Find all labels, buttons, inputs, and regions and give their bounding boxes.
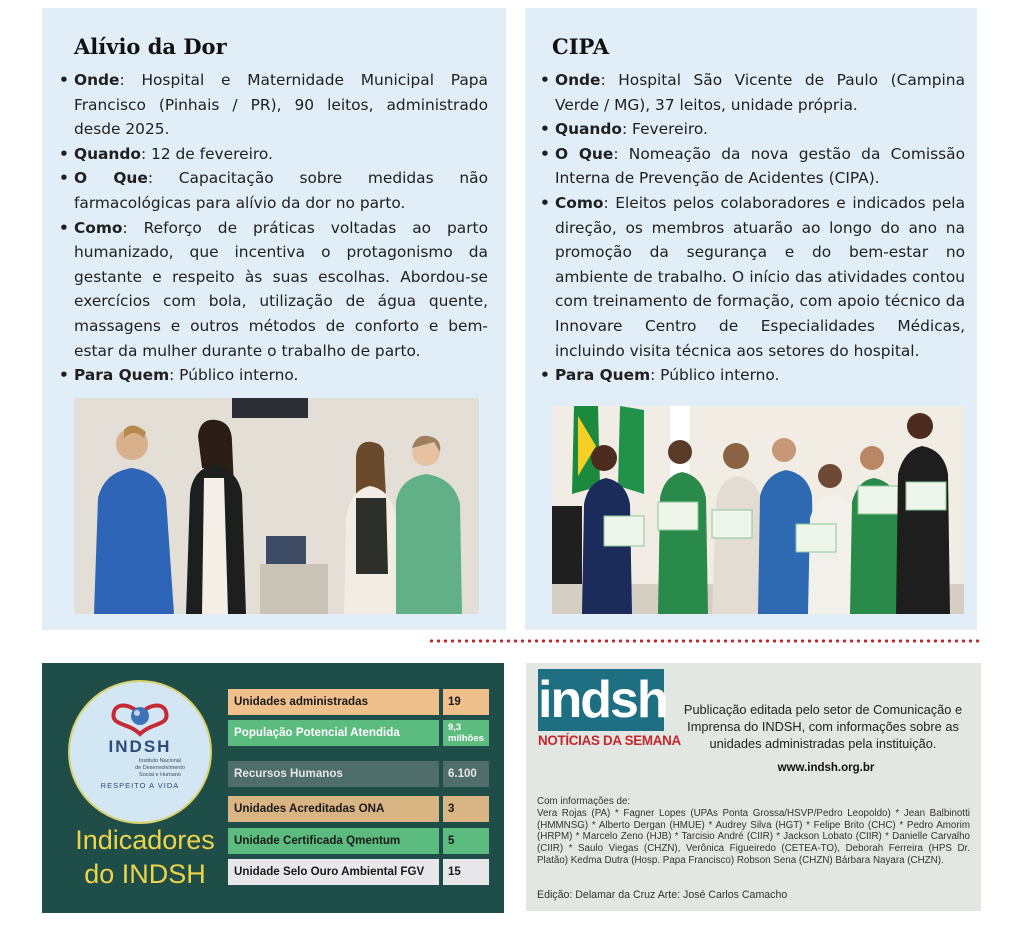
bullet-text: : 12 de fevereiro. <box>140 144 273 163</box>
bullet-como <box>537 191 965 363</box>
article-bullets <box>56 68 488 388</box>
indsh-wordmark: indsh <box>538 671 667 729</box>
logo-subtitle-1: Instituto Nacional <box>138 758 182 764</box>
publication-description: Publicação editada pelo setor de Comunicação e Imprensa do INDSH, com informações sobre as unidades administradas pela instituição. <box>683 702 963 751</box>
indicator-value: 6.100 <box>443 761 489 787</box>
bullet-text: : Nomeação da nova gestão da Comissão Interna de Prevenção de Acidentes (CIPA). <box>555 144 965 188</box>
credits-list: Vera Rojas (PA) * Fagner Lopes (UPAs Ponta Grossa/HSVP/Pedro Leopoldo) * Jean Balbinotti (HMMNSG) * Alberto Dergan (HMUE) * Audrey Silva (HGT) * Felipe Brito (CHC) * Pedro Amorim (HRPM) * Marcelo Zeno (HJB) * Tarcisio André (CIIR) * Jackson Lobato (CIIR) * Danielle Carvalho (CIIR) * Saulo Viegas (CHZN), Verônica Figueiredo (CETEA-TO), Deborah Ferreira (HPS Dr. Platão) Kedma Dutra (Hosp. Papa Francisco) Robson Sena (CHZN) Bárbara Nayara (CHZN). <box>537 807 970 866</box>
bullet-para-quem <box>537 363 965 388</box>
indicators-title <box>52 823 238 891</box>
indicator-value: 5 <box>443 828 489 854</box>
edition-credits: Edição: Delamar da Cruz Arte: José Carlos Camacho <box>537 889 788 901</box>
credits-block <box>537 796 970 867</box>
logo-name: INDSH <box>108 737 172 756</box>
logo-subtitle-3: Social e Humano <box>139 772 181 778</box>
indicator-label: Recursos Humanos <box>228 761 439 787</box>
indicator-value-line: 9,3 <box>448 722 462 733</box>
indicators-title-line: Indicadores <box>75 825 215 855</box>
bullet-quando <box>537 117 965 142</box>
bullet-text: : Capacitação sobre medidas não farmacológicas para alívio da dor no parto. <box>74 169 488 212</box>
indicator-value <box>443 720 489 746</box>
article-cipa <box>525 8 977 630</box>
heart-globe-icon <box>70 682 210 822</box>
bullet-label: O Que <box>74 169 148 188</box>
bullet-quando <box>56 142 488 167</box>
bullet-onde <box>537 68 965 117</box>
bullet-text: : Hospital e Maternidade Municipal Papa Francisco (Pinhais / PR), 90 leitos, administrado desde 2025. <box>74 71 488 139</box>
indsh-institute-logo <box>68 680 212 824</box>
bullet-text: : Reforço de práticas voltadas ao parto humanizado, que incentiva o protagonismo da gestante e respeito às suas escolhas. Abordou-se exercícios com bola, utilização de água quente, massagens e outros métodos de conforto e bem-estar da mulher durante o trabalho de parto. <box>74 218 488 360</box>
indicator-label: Unidades Acreditadas ONA <box>228 796 439 822</box>
publication-info-box <box>526 663 981 911</box>
news-of-week-label: NOTÍCIAS DA SEMANA <box>538 733 681 748</box>
photo-illustration <box>552 406 964 614</box>
bullet-label: Como <box>555 193 604 212</box>
logo-motto: RESPEITO A VIDA <box>100 781 180 790</box>
bullet-oque <box>537 142 965 191</box>
indicator-label: Unidade Certificada Qmentum <box>228 828 439 854</box>
indicator-label: População Potencial Atendida <box>228 720 439 746</box>
dotted-divider <box>428 639 983 643</box>
bullet-label: Onde <box>555 71 601 89</box>
article-title: Alívio da Dor <box>74 34 227 59</box>
article-bullets <box>537 68 965 388</box>
bullet-label: Como <box>74 218 123 237</box>
website-link[interactable]: www.indsh.org.br <box>777 762 875 774</box>
bullet-text: : Hospital São Vicente de Paulo (Campina Verde / MG), 37 leitos, unidade própria. <box>555 71 965 114</box>
bullet-onde <box>56 68 488 142</box>
bullet-text: : Fevereiro. <box>621 120 708 139</box>
bullet-text: : Público interno. <box>650 366 780 385</box>
bullet-label: Onde <box>74 71 120 89</box>
indsh-news-logo <box>538 669 681 751</box>
indicator-value: 19 <box>443 689 489 715</box>
group-photo-staff <box>74 398 479 614</box>
bullet-text: : Eleitos pelos colaboradores e indicados pela direção, os membros atuarão ao longo do ano na promoção da segurança e do bem-estar no ambiente de trabalho. O início das atividades contou com treinamento de formação, com apoio técnico da Innovare Centro de Especialidades Médicas, incluindo visita técnica aos setores do hospital. <box>555 193 965 360</box>
article-alivio-da-dor <box>42 8 506 630</box>
logo-subtitle-2: de Desenvolvimento <box>135 765 185 771</box>
bullet-oque <box>56 166 488 215</box>
bullet-como <box>56 216 488 364</box>
bullet-text: : Público interno. <box>169 366 299 385</box>
bullet-label: Para Quem <box>555 366 651 385</box>
credits-heading: Com informações de: <box>537 796 631 807</box>
bullet-para-quem <box>56 363 488 388</box>
indicators-title-line: do INDSH <box>84 859 206 889</box>
group-photo-cipa <box>552 406 964 614</box>
bullet-label: Quando <box>74 144 141 163</box>
indicator-value-line: milhões <box>448 733 484 744</box>
photo-illustration <box>74 398 479 614</box>
bullet-label: O Que <box>555 144 614 163</box>
bullet-label: Para Quem <box>74 366 170 385</box>
indicator-label: Unidade Selo Ouro Ambiental FGV <box>228 859 439 885</box>
article-title: CIPA <box>552 34 610 59</box>
bullet-label: Quando <box>555 120 622 139</box>
indicator-value: 15 <box>443 859 489 885</box>
indicators-box <box>42 663 504 913</box>
indicator-value: 3 <box>443 796 489 822</box>
indicator-label: Unidades administradas <box>228 689 439 715</box>
